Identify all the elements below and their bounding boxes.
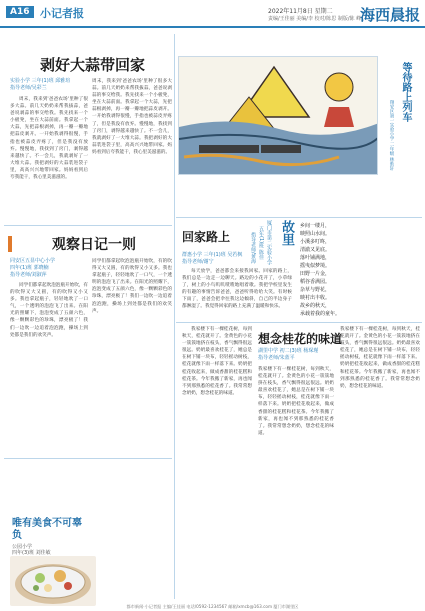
poem-line: 故乡的秋天， bbox=[300, 303, 331, 309]
food-title-text: 唯有美食不可辜负 bbox=[12, 518, 82, 541]
issue-date: 2022年11月8日 星期二 bbox=[268, 8, 333, 15]
poem-line: 映衬出丰收。 bbox=[300, 295, 331, 301]
poem-byline-teacher: 指导老师/黄海 bbox=[250, 232, 256, 264]
byline-diary-school: 同安区五显中心小学 bbox=[10, 258, 56, 264]
poem-line: 小溪多叮咚， bbox=[300, 239, 331, 245]
article-title-food bbox=[12, 518, 82, 542]
page-footer: 都市新闻·小记者报 主编/王佳丽 电话/0592-1234567 邮箱/xmcb@163.com 厦门市湖里区 bbox=[126, 604, 299, 609]
byline-food-class: 四年(3)班 刘佳敏 bbox=[12, 550, 51, 556]
poem-line: 摇曳似梦境。 bbox=[300, 263, 331, 269]
article-title-road: 回家路上 bbox=[182, 230, 231, 244]
article-title-train: 等待路上列车 bbox=[400, 62, 411, 122]
poem-title: 故里 bbox=[279, 220, 294, 246]
byline-diary-class: 四年(1)班 郭晓楠 bbox=[10, 265, 49, 271]
poem-line: 落叶铺满地， bbox=[300, 255, 331, 261]
hotpot-illustration bbox=[10, 556, 96, 606]
poem-line: 杂草与野花， bbox=[300, 287, 331, 293]
editor-credits: 责编/王佳丽 美编/李 校对/陈思 制版/陈 峰 bbox=[268, 16, 362, 22]
poem-line: 田野一片金， bbox=[300, 271, 331, 277]
column-divider bbox=[174, 34, 175, 599]
article-title-osmanthus: 想念桂花的味道 bbox=[258, 332, 343, 346]
article-body-osmanthus-left: 我家楼下有一棵桂花树，每到秋天，桂花就开了。金黄色的小花一簇簇地挤在枝头，香气飘得很远很远。奶奶最喜欢桂花了，她总是在树下铺一块布，轻轻摇动树枝，桂花就像下雨一样落下来。奶奶把桂花收起来，做成香甜的桂花糕和桂花茶。今年我搬了新家，再也闻不到那熟悉的桂花香了。我常常想念奶奶，想念桂花的味道。 bbox=[182, 327, 252, 396]
train-painting-illustration bbox=[179, 57, 378, 175]
poem-line: 清澈又见底。 bbox=[300, 247, 331, 253]
byline-road-teacher: 指导老师/谢宁 bbox=[182, 259, 214, 265]
page-header bbox=[0, 0, 425, 28]
byline-train: 翔安区第一实验小学 二年级 林紫轩 bbox=[389, 100, 394, 171]
poem-line: 乡间一缕月， bbox=[300, 223, 331, 229]
page-number: A16 bbox=[6, 6, 34, 18]
section-title: 小记者报 bbox=[40, 7, 84, 20]
section-marker bbox=[8, 236, 12, 252]
article-body-garlic: 周末，我来到'爸爸农场'里种了很多大蒜。前几天奶奶来帮我拔蒜，爸爸说剥蒜的事交给我。我先找来一个小板凳，坐在大蒜前面。我拿起一个大蒜，先把蒜根剥掉，再一瓣一瓣地把蒜皮剥开。一开始我剥得很慢，手指也被蒜皮弄疼了，但是我没有放弃。慢慢地，我找到了窍门，剥得越来越快了。不一会儿，我就剥好了一大堆大蒜。我把剥好的大蒜装进袋子里，高高兴兴地带回家。妈妈看到后夸我能干，我心里美滋滋的。 bbox=[10, 97, 88, 181]
artwork-painting bbox=[178, 56, 378, 175]
article-body-diary-cont: 同学们都拿起吹泡泡瓶开始吹，有的吹得又大又圆，有的吹得又小又多。我也拿起瓶子，轻轻地吹了一口气，一个透明的泡泡飞了出来。在阳光的照耀下，泡泡变成了五颜六色，像一颗颗彩色的珍珠，漂亮极了！我们一边吹一边追着泡泡跑，操场上到处都是我们的欢笑声。 bbox=[92, 259, 172, 314]
poem-line: 承载着我的童年。 bbox=[300, 311, 341, 317]
article-body-osmanthus-right: 我家楼下有一棵桂花树，每到秋天，桂花就开了。金黄色的小花一簇簇地挤在枝头，香气飘得很远很远。奶奶最喜欢桂花了，她总是在树下铺一块布，轻轻摇动树枝，桂花就像下雨一样落下来。奶奶把桂花收起来，做成香甜的桂花糕和桂花茶。今年我搬了新家，再也闻不到那熟悉的桂花香了。我常常想念奶奶，想念桂花的味道。 bbox=[340, 327, 420, 389]
article-body-diary: 同学们都拿起吹泡泡瓶开始吹，有的吹得又大又圆，有的吹得又小又多。我也拿起瓶子，轻轻地吹了一口气，一个透明的泡泡飞了出来。在阳光的照耀下，泡泡变成了五颜六色，像一颗颗彩色的珍珠，漂亮极了！我们一边吹一边追着泡泡跑，操场上到处都是我们的欢笑声。 bbox=[10, 283, 88, 338]
byline-garlic-school: 实验小学 三年(1)班 邱雅瑄 bbox=[10, 78, 71, 84]
masthead-logo: 海西晨报 bbox=[360, 6, 421, 24]
article-title-diary: 观察日记一则 bbox=[52, 237, 136, 253]
section-divider bbox=[176, 217, 422, 218]
byline-road-school: 群惠小学 三年(1)班 吴若枫 bbox=[182, 252, 243, 258]
article-body-road: 每天放学，爸爸都会来接我回家。回家的路上，我们总是一边走一边聊天。路边的小花开了，小草绿了，树上的小鸟叽叽喳喳地唱着歌。我把学校里发生的有趣的事情告诉爸爸，爸爸听得哈哈大笑。有时候下雨了，爸爸会把伞往我这边倾斜，自己的半边身子都淋湿了。我觉得回家的路上充满了温暖和快乐。 bbox=[182, 269, 292, 310]
article-title-garlic: 剥好大蒜带回家 bbox=[40, 56, 146, 74]
article-body-garlic-cont: 周末，我来到'爸爸农场'里种了很多大蒜。前几天奶奶来帮我拔蒜，爸爸说剥蒜的事交给我。我先找来一个小板凳，坐在大蒜前面。我拿起一个大蒜，先把蒜根剥掉，再一瓣一瓣地把蒜皮剥开。一开始我剥得很慢，手指也被蒜皮弄疼了，但是我没有放弃。慢慢地，我找到了窍门，剥得越来越快了。不一会儿，我就剥好了一大堆大蒜。我把剥好的大蒜装进袋子里，高高兴兴地带回家。妈妈看到后夸我能干，我心里美滋滋的。 bbox=[92, 79, 172, 155]
article-body-osmanthus-mid: 我家楼下有一棵桂花树，每到秋天，桂花就开了。金黄色的小花一簇簇地挤在枝头，香气飘得很远很远。奶奶最喜欢桂花了，她总是在树下铺一块布，轻轻摇动树枝，桂花就像下雨一样落下来。奶奶把桂花收起来，做成香甜的桂花糕和桂花茶。今年我搬了新家，再也闻不到那熟悉的桂花香了。我常常想念奶奶，想念桂花的味道。 bbox=[258, 367, 334, 436]
poem-byline-class: 五年(1)班 陈佳 bbox=[258, 226, 264, 260]
poem-line: 映照山水间。 bbox=[300, 231, 331, 237]
poem-line: 稻谷香满园。 bbox=[300, 279, 331, 285]
section-divider bbox=[4, 458, 172, 459]
section-divider bbox=[176, 322, 422, 323]
byline-food-school: 公园小学 bbox=[12, 544, 33, 550]
byline-osmanthus-teacher: 指导老师/朱蓝平 bbox=[258, 355, 295, 361]
byline-garlic-teacher: 指导老师/吴彩兰 bbox=[10, 85, 47, 91]
food-photo bbox=[10, 556, 96, 606]
section-divider bbox=[4, 225, 172, 226]
poem-body bbox=[300, 222, 418, 318]
byline-osmanthus-school: 湖里中学 初二(3)班 杨琛瑾 bbox=[258, 348, 319, 354]
byline-diary-teacher: 指导老师/刘淑萍 bbox=[10, 272, 47, 278]
poem-byline-school: 厦门市第二实验小学 bbox=[266, 220, 272, 265]
